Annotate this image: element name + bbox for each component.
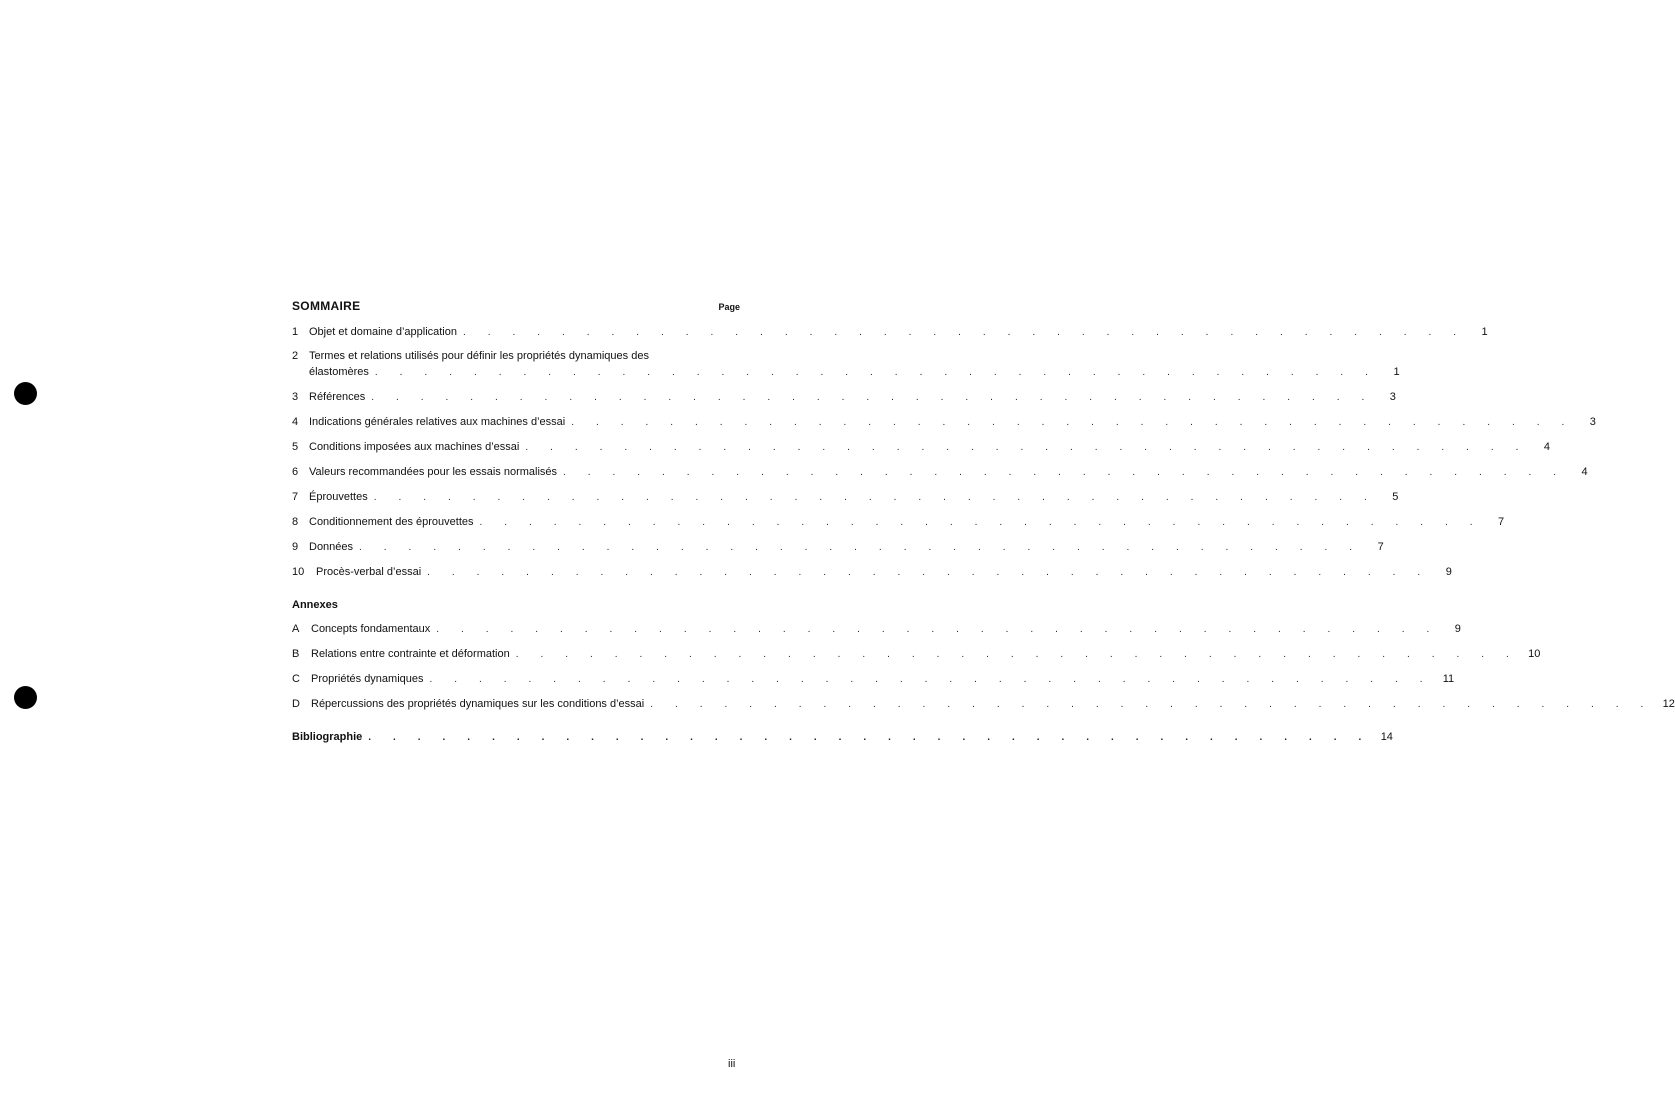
entry-title-line2: élastomères (309, 366, 369, 378)
bibliography-entry[interactable] (292, 729, 1393, 746)
entry-title: Valeurs recommandées pour les essais normalisés (309, 466, 558, 478)
dot-leader: . . . . . . . . . . . . . . . . . . . . . . . . . . . . . . . . . . . . . . . . . (650, 699, 1653, 710)
annexes-heading: Annexes (292, 599, 338, 611)
dot-leader: . . . . . . . . . . . . . . . . . . . . . . . . . . . . . . . . . . . . . . . . . (429, 674, 1433, 685)
dot-leader: . . . . . . . . . . . . . . . . . . . . . . . . . . . . . . . . . . . . . . . . . (368, 732, 1371, 743)
toc-entry-7[interactable] (292, 489, 1399, 506)
annex-title: Répercussions des propriétés dynamiques sur les conditions d’essai (311, 698, 645, 710)
annex-entry-b[interactable] (292, 646, 1541, 663)
entry-page: 3 (1589, 416, 1596, 428)
dot-leader: . . . . . . . . . . . . . . . . . . . . . . . . . . . . . . . . . . . . . . . . . (515, 649, 1519, 660)
annex-entry-a[interactable] (292, 621, 1461, 638)
dot-leader: . . . . . . . . . . . . . . . . . . . . . . . . . . . . . . . . . . . . . . . . . (571, 417, 1574, 428)
annex-title: Relations entre contrainte et déformation (311, 648, 510, 660)
bibliography-page: 14 (1380, 731, 1393, 743)
entry-title: Éprouvettes (309, 491, 368, 503)
entry-title: Références (309, 391, 366, 403)
entry-title: Conditions imposées aux machines d’essai (309, 441, 520, 453)
entry-number: 9 (292, 541, 299, 553)
toc-entry-6[interactable] (292, 464, 1588, 481)
annex-page: 10 (1528, 648, 1541, 660)
entry-number: 5 (292, 441, 299, 453)
entry-title: Procès-verbal d’essai (316, 566, 422, 578)
toc-header (292, 299, 740, 321)
dot-leader: . . . . . . . . . . . . . . . . . . . . . . . . . . . . . . . . . . . . . . . . . (427, 567, 1430, 578)
entry-number: 1 (292, 326, 299, 338)
entry-title: Données (309, 541, 354, 553)
annex-page: 11 (1442, 673, 1455, 685)
toc-entry-3[interactable] (292, 389, 1396, 406)
entry-page: 7 (1498, 516, 1505, 528)
annex-letter: B (292, 648, 300, 660)
bibliography-title: Bibliographie (292, 731, 363, 743)
entry-number: 4 (292, 416, 299, 428)
dot-leader: . . . . . . . . . . . . . . . . . . . . . . . . . . . . . . . . . . . . . . . . . (374, 367, 1378, 378)
toc-entry-1[interactable] (292, 324, 1488, 341)
entry-page: 1 (1393, 366, 1400, 378)
entry-title: Conditionnement des éprouvettes (309, 516, 474, 528)
entry-number: 2 (292, 350, 299, 362)
entry-number: 8 (292, 516, 299, 528)
table-of-contents (292, 299, 1675, 746)
entry-title: Objet et domaine d’application (309, 326, 457, 338)
toc-entry-9[interactable] (292, 539, 1384, 556)
entry-number: 6 (292, 466, 299, 478)
entry-number: 3 (292, 391, 299, 403)
entry-page: 4 (1581, 466, 1588, 478)
entry-page: 3 (1389, 391, 1396, 403)
dot-leader: . . . . . . . . . . . . . . . . . . . . . . . . . . . . . . . . . . . . . . . . . (436, 624, 1439, 635)
toc-entry-4[interactable] (292, 414, 1596, 431)
dot-leader: . . . . . . . . . . . . . . . . . . . . . . . . . . . . . . . . . . . . . . . . . (373, 492, 1377, 503)
entry-page: 4 (1543, 441, 1550, 453)
toc-entry-10[interactable] (292, 564, 1452, 581)
entry-title-line1: Termes et relations utilisés pour définir les propriétés dynamiques des (309, 350, 649, 362)
toc-entry-2[interactable] (292, 349, 1400, 381)
annex-entry-d[interactable] (292, 696, 1675, 713)
punch-hole-upper (14, 382, 37, 405)
entry-number: 10 (292, 566, 305, 578)
dot-leader: . . . . . . . . . . . . . . . . . . . . . . . . . . . . . . . . . . . . . . . . . (371, 392, 1374, 403)
toc-title: SOMMAIRE (292, 299, 361, 313)
toc-page-column-header: Page (718, 302, 740, 312)
annex-entry-c[interactable] (292, 671, 1455, 688)
punch-hole-lower (14, 686, 37, 709)
toc-entry-5[interactable] (292, 439, 1550, 456)
toc-entry-8[interactable] (292, 514, 1505, 531)
page-number: iii (728, 1058, 736, 1070)
annex-title: Propriétés dynamiques (311, 673, 424, 685)
dot-leader: . . . . . . . . . . . . . . . . . . . . . . . . . . . . . . . . . . . . . . . . . (462, 327, 1466, 338)
annex-title: Concepts fondamentaux (311, 623, 431, 635)
annex-page: 12 (1662, 698, 1675, 710)
entry-page: 9 (1445, 566, 1452, 578)
entry-page: 5 (1392, 491, 1399, 503)
entry-number: 7 (292, 491, 299, 503)
entry-title: Indications générales relatives aux machines d’essai (309, 416, 566, 428)
entry-page: 1 (1481, 326, 1488, 338)
dot-leader: . . . . . . . . . . . . . . . . . . . . . . . . . . . . . . . . . . . . . . . . . (479, 517, 1483, 528)
dot-leader: . . . . . . . . . . . . . . . . . . . . . . . . . . . . . . . . . . . . . . . . . (359, 542, 1362, 553)
dot-leader: . . . . . . . . . . . . . . . . . . . . . . . . . . . . . . . . . . . . . . . . . (525, 442, 1528, 453)
entry-page: 7 (1377, 541, 1384, 553)
annex-letter: A (292, 623, 300, 635)
annex-letter: D (292, 698, 300, 710)
annex-letter: C (292, 673, 300, 685)
annex-page: 9 (1454, 623, 1461, 635)
dot-leader: . . . . . . . . . . . . . . . . . . . . . . . . . . . . . . . . . . . . . . . . . (563, 467, 1566, 478)
